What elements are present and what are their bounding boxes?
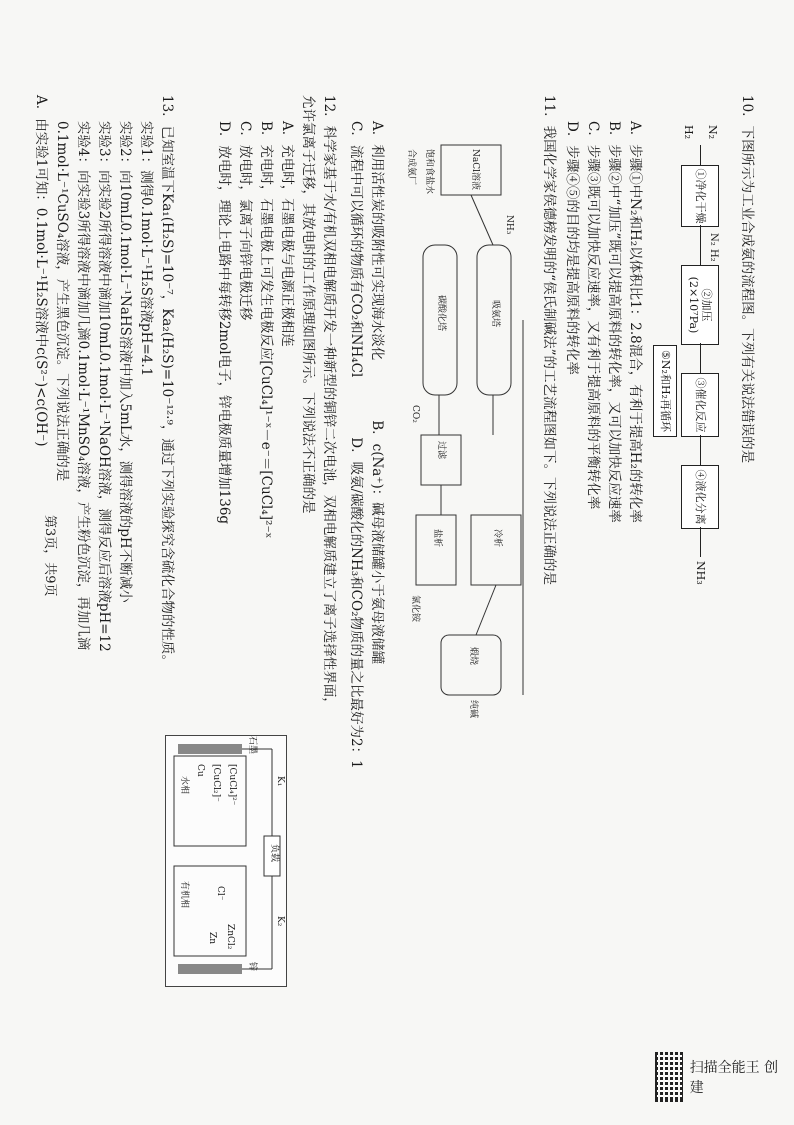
zinc-electrode: [178, 964, 242, 974]
label-cold: 冷析: [492, 529, 502, 548]
q10-stem: 10．下图所示为工业合成氨的流程图。下列有关说法错误的是: [739, 95, 755, 464]
label-cl: Cl⁻: [215, 886, 225, 901]
flow-n2-label: N₂: [706, 125, 719, 140]
label-calc: 煅烧: [468, 647, 478, 666]
q11-option-b: B．c(Na⁺)：碱母液储罐小于氨母液储罐: [369, 420, 385, 665]
q13-exp-3: 实验3：向实验2所得溶液中滴加10mL0.1mol·L⁻¹NaOH溶液，测得反应后溶液pH=12: [96, 121, 113, 652]
flow-arrow: [700, 225, 701, 265]
label-co2: CO₂: [410, 405, 420, 423]
page-footer: 第3页，共9页: [42, 515, 57, 597]
q10-option-a: A．步骤①中N₂和H₂以体积比1：2.8混合，有利于提高H₂的转化率: [627, 121, 643, 523]
q10-options: [561, 95, 645, 1095]
flow-step-2: ②加压(2×10⁷Pa): [681, 265, 719, 345]
label-zn-2: Zn: [207, 932, 217, 945]
flow-step-4: ④液化分离: [681, 465, 719, 529]
label-zn: ZnCl₂: [225, 924, 235, 950]
q13-option-a: A．由实验1可知：0.1mol·L⁻¹H₂S溶液中c(S²⁻)<c(OH⁻): [33, 95, 50, 447]
q11-option-c: C．流程中可以循环的物质有CO₂和NH₄Cl: [348, 121, 365, 378]
salting-unit: [416, 515, 456, 585]
battery-diagram: [165, 735, 287, 987]
q11-options-row-1: [366, 95, 387, 1095]
q11-option-a: A．利用活性炭的吸附性可实现海水淡化: [369, 121, 385, 361]
label-organic: 有机相: [179, 881, 189, 909]
cooling-unit: [471, 515, 521, 585]
label-species-2: [CuCl₂]⁻: [211, 764, 221, 802]
label-tower2: 碳酸化塔: [436, 295, 446, 332]
q13-exp-2: 实验2：向10mL0.1mol·L⁻¹NaHS溶液中加入5mL水，测得溶液的pH不断减小: [117, 121, 134, 603]
q13-exp-1: 实验1：测得0.1mol·L⁻¹H₂S溶液pH=4.1: [138, 121, 155, 377]
label-k1: K₁: [275, 776, 285, 787]
q13-exp-4-a: 实验4：向实验3所得溶液中滴加几滴0.1mol·L⁻¹MnSO₄溶液，产生粉色沉淀，再加几滴: [75, 121, 92, 651]
rotated-page-content: [33, 95, 757, 1105]
label-nh4cl: 氯化铵: [410, 595, 420, 623]
flow-step-3: ③催化反应: [681, 373, 719, 437]
pipe: [476, 585, 496, 635]
flow-mid-label: N₂ H₂: [708, 233, 719, 262]
scanner-brand-text: 扫描全能王 创建: [689, 1060, 779, 1096]
label-water: 水相: [179, 776, 189, 795]
flow-step-1: ①净化干燥: [681, 165, 719, 227]
label-sat: 饱和食盐水: [424, 149, 434, 195]
flow-arrow: [700, 527, 701, 557]
qr-code-icon: [655, 1052, 684, 1102]
flow-nh3-label: NH₃: [694, 561, 707, 585]
flow-h2-label: H₂: [682, 125, 695, 140]
question-11: [538, 95, 559, 1095]
q11-options-row-2: [345, 95, 366, 1095]
label-species-1: [CuCl₄]²⁻: [227, 764, 237, 806]
q13-exp-4-b: 0.1mol·L⁻¹CuSO₄溶液，产生黑色沉淀。下列说法正确的是: [54, 121, 71, 482]
q10-option-d: D．步骤④⑤的目的均是提高原料的转化率: [564, 121, 581, 375]
graphite-electrode: [178, 744, 242, 754]
flow-step-5: ⑤N₂和H₂再循环: [653, 345, 677, 437]
label-k2: K₂: [275, 916, 285, 927]
question-10: [736, 95, 757, 1095]
q12-option-b: B．充电时，石墨电极上可发生电极反应[CuCl₄]¹⁻ˣ－e⁻＝[CuCl₄]²⁻ˣ: [258, 121, 275, 539]
label-product: 纯碱: [468, 700, 478, 719]
q10-option-b: B．步骤②中“加压”既可以提高原料的转化率，又可以加快反应速率: [606, 121, 623, 523]
q10-option-c: C．步骤③既可以加快反应速率，又有利于提高原料的平衡转化率: [585, 121, 602, 510]
label-left-electrode: 石墨: [247, 736, 257, 755]
label-filter: 过滤: [436, 441, 446, 460]
label-right-electrode: 锌: [247, 962, 257, 972]
flow-arrow: [700, 145, 701, 165]
q12-option-c: C．放电时，氯离子向锌电极迁移: [237, 121, 254, 321]
q11-options: [345, 95, 387, 1095]
label-load: 负载: [269, 844, 279, 863]
label-salt: 盐析: [432, 529, 442, 548]
q13-stem: 13．已知室温下Ka₁(H₂S)=10⁻⁷，Ka₂(H₂S)=10⁻¹²·⁹，通过下列实验探究含硫化合物的性质。: [159, 95, 175, 668]
q12-stem-line-2: 允许氯离子迁移，其放电时的工作原理如图所示。下列说法不正确的是: [300, 95, 317, 514]
q12-stem-line-1: 12．科学家基于水/有机双相电解质开发一种新型的铜锌二次电池，双相电解质建立了离子选择性界面，: [321, 95, 337, 711]
pipe: [471, 195, 493, 245]
label-nh3: NH₃: [504, 215, 514, 235]
label-nacl: NaCl溶液: [470, 149, 480, 191]
q12-option-a: A．充电时，石墨电极与电源正极相连: [279, 121, 296, 347]
q12-option-d: D．放电时，理论上电路中每转移2mol电子，锌电极质量增加136g: [216, 121, 233, 525]
hou-process-diagram: [391, 135, 531, 735]
label-recycle: 合成氨厂: [406, 149, 416, 186]
label-species-3: Cu: [195, 764, 205, 777]
flow-arrow: [700, 435, 701, 465]
q11-option-d: D．吸氨/碳酸化的NH₃和CO₂物质的量之比最好为2：1: [348, 437, 365, 769]
ammonia-flowchart: [649, 125, 729, 685]
q11-stem: 11．我国化学家侯德榜发明的“侯氏制碱法”的工艺流程图如下。下列说法正确的是: [541, 95, 557, 585]
label-tower1: 吸氨塔: [490, 300, 500, 328]
scanner-watermark: [655, 1052, 787, 1102]
flow-arrow: [700, 343, 701, 373]
